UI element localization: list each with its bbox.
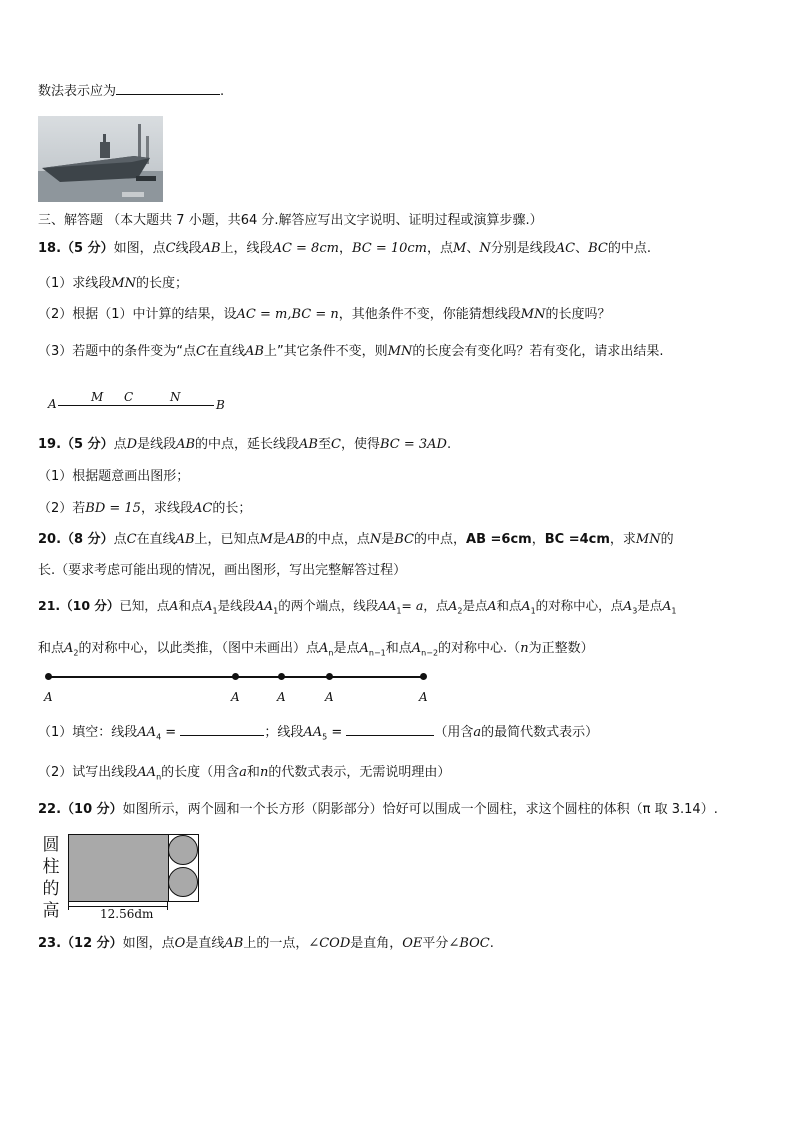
q18-part3 bbox=[38, 343, 664, 361]
math: N bbox=[479, 241, 491, 256]
text: 和点 bbox=[178, 598, 204, 613]
math: M bbox=[259, 532, 273, 547]
question-23 bbox=[38, 935, 494, 953]
text: （3）若题中的条件变为“点 bbox=[38, 344, 197, 359]
question-number: 18.（5 分） bbox=[38, 241, 114, 256]
question-22 bbox=[38, 801, 718, 819]
text: ， bbox=[338, 241, 352, 256]
text: （1）根据题意画出图形； bbox=[38, 469, 190, 484]
text: 的长度（用含 bbox=[161, 765, 240, 780]
text: 在直线 bbox=[136, 532, 176, 547]
shaded-rectangle bbox=[68, 834, 169, 902]
top-text: 数法表示应为 bbox=[38, 84, 117, 99]
text: 分别是线段 bbox=[490, 241, 556, 256]
text: 和 bbox=[246, 765, 260, 780]
text: ，点 bbox=[423, 598, 449, 613]
text: 是线段 bbox=[137, 437, 177, 452]
point-dot bbox=[45, 673, 52, 680]
math: n bbox=[259, 765, 269, 780]
question-18 bbox=[38, 240, 651, 258]
q18-part1 bbox=[38, 275, 188, 293]
math: A bbox=[411, 641, 422, 656]
math: AC = 8cm bbox=[272, 241, 339, 256]
text: 为正整数） bbox=[528, 641, 594, 656]
math: A bbox=[487, 598, 497, 613]
text: （用含 bbox=[434, 725, 474, 740]
math: A bbox=[169, 598, 179, 613]
char: 圆 bbox=[42, 835, 60, 855]
text: 的对称中心，点 bbox=[535, 598, 624, 613]
math: BC = 10cm bbox=[351, 241, 428, 256]
math: AB bbox=[176, 437, 196, 452]
label-n: N bbox=[170, 390, 181, 404]
math: O bbox=[174, 936, 186, 951]
text: 的对称中心，以此类推，（图中未画出）点 bbox=[78, 641, 320, 656]
math: A bbox=[662, 598, 672, 613]
segment-line bbox=[58, 405, 214, 406]
char: 柱 bbox=[42, 857, 60, 877]
math: ∠BOC bbox=[448, 936, 490, 951]
q18-part2 bbox=[38, 306, 611, 324]
math: AB bbox=[299, 437, 318, 452]
text: ；线段 bbox=[264, 725, 304, 740]
text: 的 bbox=[660, 532, 674, 547]
q21-part2: （2）试写出线段$AA_n$的长度（用含a和n的代数式表示，无需说明理由） bbox=[38, 765, 451, 782]
math: MN bbox=[520, 307, 546, 322]
text: ， bbox=[531, 532, 545, 547]
label-a: A bbox=[44, 690, 53, 704]
math: C bbox=[331, 437, 341, 452]
section-note: （本大题共 7 小题，共64 分.解答应写出文字说明、证明过程或演算步骤.） bbox=[107, 213, 543, 228]
math: AC = m,BC = n bbox=[236, 307, 339, 322]
math: BD = 15 bbox=[85, 501, 141, 516]
math: A bbox=[521, 598, 531, 613]
question-number: 20.（8 分） bbox=[38, 532, 114, 547]
math: a bbox=[473, 725, 482, 740]
text: 的中点， bbox=[414, 532, 467, 547]
point-dot bbox=[420, 673, 427, 680]
text: 的中点. bbox=[607, 241, 651, 256]
math: BC =4cm bbox=[544, 532, 610, 547]
point-dot bbox=[278, 673, 285, 680]
text: （2）根据（1）中计算的结果，设 bbox=[38, 307, 237, 322]
label-a1: A bbox=[419, 690, 428, 704]
text: 和点 bbox=[38, 641, 65, 656]
point-dot bbox=[232, 673, 239, 680]
text: 的代数式表示，无需说明理由） bbox=[268, 765, 451, 780]
period: . bbox=[220, 84, 225, 99]
math: AA bbox=[303, 725, 323, 740]
circle-top bbox=[168, 835, 198, 865]
math: MN bbox=[111, 276, 136, 291]
char: 的 bbox=[42, 879, 60, 899]
text: = bbox=[161, 725, 181, 740]
q19-part2 bbox=[38, 500, 251, 518]
text: 是点 bbox=[333, 641, 360, 656]
math: M bbox=[453, 241, 467, 256]
math: C bbox=[165, 241, 176, 256]
label-c: C bbox=[124, 390, 134, 404]
text: 的长度吗？ bbox=[545, 307, 611, 322]
math: BC bbox=[394, 532, 414, 547]
text: 、 bbox=[466, 241, 480, 256]
text: （2）试写出线段 bbox=[38, 765, 138, 780]
text: （1）填空：线段 bbox=[38, 725, 138, 740]
math: AA bbox=[255, 598, 274, 613]
math: AA bbox=[378, 598, 397, 613]
text: 已知，点 bbox=[119, 598, 170, 613]
math: A bbox=[359, 641, 369, 656]
text: 的长； bbox=[212, 501, 252, 516]
section-title: 三、解答题 bbox=[38, 213, 104, 228]
label-a2: A bbox=[231, 690, 240, 704]
text: ，使得 bbox=[340, 437, 380, 452]
math: D bbox=[126, 437, 138, 452]
label-b: B bbox=[216, 398, 225, 412]
text: 平分 bbox=[422, 936, 449, 951]
text: 的长度会有变化吗？若有变化，请求出结果. bbox=[412, 344, 664, 359]
text: ，求线段 bbox=[140, 501, 193, 516]
math: MN bbox=[635, 532, 661, 547]
text: . bbox=[446, 437, 452, 452]
math: AB bbox=[201, 241, 221, 256]
answer-blank bbox=[180, 723, 264, 736]
text: 在直线 bbox=[205, 344, 245, 359]
question-number: 22.（10 分） bbox=[38, 802, 123, 817]
text: 的长度； bbox=[135, 276, 188, 291]
text: 线段 bbox=[175, 241, 202, 256]
answer-blank bbox=[116, 82, 220, 95]
q21-line2: 和点$A_2$的对称中心，以此类推，（图中未画出）点$A_n$是点$A_{n-1}$和点$A_{n-2}$的对称中心.（n为正整数） bbox=[38, 641, 594, 658]
text: 是 bbox=[272, 532, 286, 547]
aircraft-carrier-photo bbox=[38, 116, 163, 202]
top-line bbox=[38, 82, 224, 101]
text: 点 bbox=[113, 437, 127, 452]
q19-part1 bbox=[38, 468, 189, 486]
math: OE bbox=[402, 936, 423, 951]
question-number: 23.（12 分） bbox=[38, 936, 123, 951]
math: AB bbox=[224, 936, 244, 951]
math: AA bbox=[137, 725, 157, 740]
q21-fill: （1）填空：线段$AA_4$ = ；线段$AA_5$ = （用含a的最简代数式表示） bbox=[38, 725, 599, 742]
section-heading bbox=[38, 212, 543, 230]
text: 是直线 bbox=[185, 936, 225, 951]
text: 的对称中心.（ bbox=[438, 641, 521, 656]
label-a: A bbox=[48, 397, 57, 411]
math: A bbox=[319, 641, 329, 656]
math: a bbox=[239, 765, 247, 780]
math: A bbox=[448, 598, 458, 613]
text: 如图，点 bbox=[113, 241, 166, 256]
math: A bbox=[203, 598, 213, 613]
dimension-label: 12.56dm bbox=[100, 907, 154, 921]
text: 如图所示，两个圆和一个长方形（阴影部分）恰好可以围成一个圆柱，求这个圆柱的体积（π 取 3.14）. bbox=[122, 802, 718, 817]
text: 上的一点， bbox=[243, 936, 309, 951]
question-19 bbox=[38, 436, 451, 454]
char: 高 bbox=[42, 901, 60, 921]
text: = bbox=[327, 725, 347, 740]
text: ，其他条件不变，你能猜想线段 bbox=[338, 307, 521, 322]
question-21: 21.（10 分）已知，点A和点$A_1$是线段$AA_1$的两个端点，线段$AA_1= a$，点$A_2$是点A和点$A_1$的对称中心，点$A_3$是点$A_1$ bbox=[38, 598, 677, 616]
text: 点 bbox=[113, 532, 127, 547]
math: AB bbox=[175, 532, 195, 547]
math: AC bbox=[555, 241, 576, 256]
math: AB =6cm bbox=[466, 532, 532, 547]
text: 、 bbox=[575, 241, 589, 256]
text: 至 bbox=[318, 437, 332, 452]
math: A bbox=[623, 598, 633, 613]
math: A bbox=[64, 641, 74, 656]
math: BC bbox=[588, 241, 608, 256]
text: ，点 bbox=[427, 241, 454, 256]
text: （2）若 bbox=[38, 501, 86, 516]
math: AA bbox=[137, 765, 157, 780]
text: 是直角， bbox=[350, 936, 403, 951]
text: 的中点，延长线段 bbox=[195, 437, 300, 452]
text: 的中点，点 bbox=[304, 532, 370, 547]
text: （1）求线段 bbox=[38, 276, 112, 291]
answer-blank bbox=[346, 723, 434, 736]
text: 长.（要求考虑可能出现的情况，画出图形，写出完整解答过程） bbox=[38, 563, 407, 578]
math: ∠COD bbox=[308, 936, 351, 951]
text: ，求 bbox=[609, 532, 636, 547]
text: 是点 bbox=[462, 598, 488, 613]
math: BC = 3AD bbox=[379, 437, 447, 452]
text: 和点 bbox=[496, 598, 522, 613]
math: n bbox=[520, 641, 529, 656]
label-m: M bbox=[91, 390, 104, 404]
math: = a bbox=[401, 598, 424, 613]
text: 的两个端点，线段 bbox=[278, 598, 379, 613]
question-number: 21.（10 分） bbox=[38, 598, 120, 613]
math: N bbox=[369, 532, 382, 547]
text: 和点 bbox=[385, 641, 412, 656]
circle-bottom bbox=[168, 867, 198, 897]
question-number: 19.（5 分） bbox=[38, 437, 114, 452]
math: C bbox=[196, 344, 206, 359]
math: AB bbox=[285, 532, 305, 547]
text: 如图，点 bbox=[122, 936, 175, 951]
label-a4: A bbox=[325, 690, 334, 704]
text: 是 bbox=[381, 532, 395, 547]
text: 是点 bbox=[637, 598, 663, 613]
text: 上”其它条件不变，则 bbox=[263, 344, 388, 359]
math: MN bbox=[387, 344, 413, 359]
height-label bbox=[40, 834, 62, 922]
math: C bbox=[126, 532, 137, 547]
text: . bbox=[489, 936, 494, 951]
text: 上，已知点 bbox=[194, 532, 260, 547]
label-a3: A bbox=[277, 690, 286, 704]
point-dot bbox=[326, 673, 333, 680]
text: 上，线段 bbox=[220, 241, 273, 256]
question-20 bbox=[38, 531, 674, 549]
math: AC bbox=[192, 501, 213, 516]
math: AB bbox=[244, 344, 264, 359]
text: 的最简代数式表示） bbox=[481, 725, 599, 740]
text: 是线段 bbox=[217, 598, 256, 613]
q20-line2 bbox=[38, 562, 406, 580]
